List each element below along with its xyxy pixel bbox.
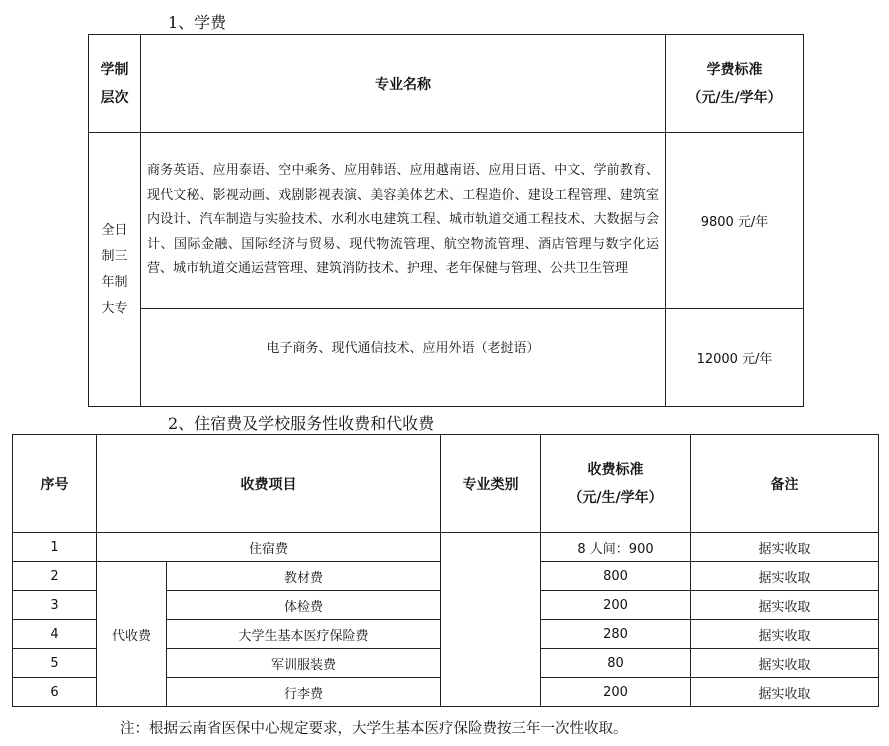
- service-header-row: [13, 435, 879, 533]
- major-list: 商务英语、应用泰语、空中乘务、应用韩语、应用越南语、应用日语、中文、学前教育、现代文秘、影视动画、戏剧影视表演、美容美体艺术、工程造价、建设工程管理、建筑室内设计、汽车制造与实验技术、水利水电建筑工程、城市轨道交通工程技术、大数据与会计、国际金融、国际经济与贸易、现代物流管理、航空物流管理、酒店管理与数字化运营、城市轨道交通运营管理、建筑消防技术、护理、老年保健与管理、公共卫生管理: [141, 133, 666, 309]
- tuition-row: [89, 133, 804, 309]
- row-remark: 据实收取: [691, 562, 879, 591]
- row-fee: 280: [541, 620, 691, 649]
- header-fee-line2: （元/生/学年）: [568, 489, 663, 506]
- row-no: 2: [13, 562, 97, 591]
- row-remark: 据实收取: [691, 678, 879, 707]
- row-item: 军训服装费: [167, 649, 441, 678]
- row-no: 6: [13, 678, 97, 707]
- header-fee-line1: 学费标准: [706, 61, 763, 78]
- service-fee-table: [12, 434, 879, 707]
- row-no: 3: [13, 591, 97, 620]
- header-remark: 备注: [691, 435, 879, 533]
- row-remark: 据实收取: [691, 649, 879, 678]
- header-fee-line2: （元/生/学年）: [687, 89, 782, 106]
- row-item: 行李费: [167, 678, 441, 707]
- category-cell: [441, 533, 541, 707]
- level-line: 年制: [101, 274, 128, 290]
- row-no: 1: [13, 533, 97, 562]
- header-level-line1: 学制: [100, 61, 129, 78]
- header-level-line2: 层次: [100, 89, 129, 106]
- footnote: 注：根据云南省医保中心规定要求，大学生基本医疗保险费按三年一次性收取。: [120, 721, 628, 737]
- row-item: 体检费: [167, 591, 441, 620]
- row-fee: 200: [541, 678, 691, 707]
- tuition-row: [89, 309, 804, 407]
- header-tuition-fee: [666, 35, 804, 133]
- row-no: 5: [13, 649, 97, 678]
- row-remark: 据实收取: [691, 591, 879, 620]
- header-major: 专业名称: [141, 35, 666, 133]
- tuition-table: [88, 34, 804, 407]
- tuition-fee: 9800 元/年: [666, 133, 804, 309]
- tuition-header-row: [89, 35, 804, 133]
- header-category: 专业类别: [441, 435, 541, 533]
- header-no: 序号: [13, 435, 97, 533]
- row-item: 大学生基本医疗保险费: [167, 620, 441, 649]
- header-fee-line1: 收费标准: [587, 461, 644, 478]
- level-cell: [89, 133, 141, 407]
- header-fee: [541, 435, 691, 533]
- row-item: 教材费: [167, 562, 441, 591]
- row-item: 住宿费: [97, 533, 441, 562]
- tuition-fee: 12000 元/年: [666, 309, 804, 407]
- level-line: 全日: [101, 222, 128, 238]
- section2-heading: 2、住宿费及学校服务性收费和代收费: [168, 414, 435, 433]
- row-fee: 800: [541, 562, 691, 591]
- level-line: 制三: [101, 248, 128, 264]
- row-fee: 200: [541, 591, 691, 620]
- header-level: [89, 35, 141, 133]
- row-fee: 8 人间：900: [541, 533, 691, 562]
- table-row: [13, 533, 879, 562]
- group-label: 代收费: [97, 562, 167, 707]
- row-fee: 80: [541, 649, 691, 678]
- major-list: 电子商务、现代通信技术、应用外语（老挝语）: [141, 309, 666, 407]
- row-remark: 据实收取: [691, 533, 879, 562]
- row-no: 4: [13, 620, 97, 649]
- header-item: 收费项目: [97, 435, 441, 533]
- section1-heading: 1、学费: [168, 13, 227, 32]
- row-remark: 据实收取: [691, 620, 879, 649]
- level-line: 大专: [101, 300, 128, 316]
